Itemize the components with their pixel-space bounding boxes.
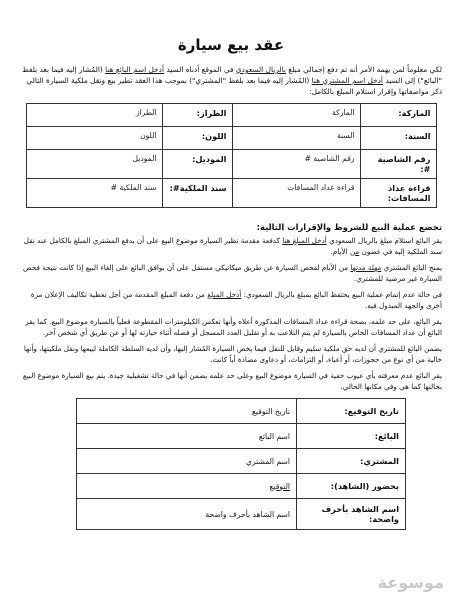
year-label: السنة: (360, 127, 436, 150)
signature-row (77, 474, 406, 499)
witness-name-field[interactable]: اسم الشاهد بأحرف واضحة (77, 499, 297, 530)
spec-row (26, 104, 436, 127)
signature-row (77, 449, 406, 474)
chassis-label: رقم الشاصية #: (360, 150, 436, 179)
term2-text-a: يمنح البائع المشتري (383, 263, 442, 272)
registration-label: سند الملكية#: (162, 179, 232, 208)
signature-row (77, 499, 406, 530)
buyer-field[interactable]: اسم المشتري (77, 449, 297, 474)
seller-label: البائع: (297, 424, 406, 449)
amount-placeholder[interactable]: بالريال السعودي (235, 65, 286, 74)
term-paragraph-4: يقر البائع، على حد علمه، بصحة قراءة عداد المسافات المذكورة أعلاه وأنها تعكس الكيلومترات المقطوعة فعلياً بالسيارة موضوع البيع. كما يقر البائع أن عداد المسافات الخاص بالسيارة لم يتم التلاعب به أو تقليل العدد المسجل أو فصله أثناء حيازته لها أو عن طريق أي شخص آخر. (25, 317, 442, 337)
buyer-name-placeholder[interactable]: أدخل اسم المشتري هنا (311, 76, 383, 85)
term1-text-b: كدفعة مقدمة نظير السيارة موضوع البيع على أن يدفع المشتري المبلغ بالكامل عند نقل سند الملكية إليه في غضون (23, 236, 442, 256)
chassis-field[interactable]: رقم الشاصية # (232, 150, 360, 179)
document-title: عقد بيع سيارة (177, 36, 285, 54)
deposit-amount-placeholder[interactable]: أدخل المبلغ هنا (282, 236, 327, 245)
odometer-label: قراءة عداد المسافات: (360, 179, 436, 208)
term1-text-a: يقر البائع استلام مبلغ بالريال السعودي (329, 236, 442, 245)
type-label: الموديل: (162, 150, 232, 179)
signature-date-label: تاريخ التوقيع: (297, 399, 406, 424)
odometer-field[interactable]: قراءة عداد المسافات (232, 179, 360, 208)
spec-row (26, 179, 436, 208)
watermark-logo: موسوعة (377, 573, 444, 592)
term-paragraph-6: يقر البائع عدم معرفته بأي عيوب خفية في السيارة موضوع البيع وعلى حد علمه يضمن أنها في حالة تشغيلية جيدة. يتم بيع السيارة موضوع البيع بحالتها كما هي وفي مكانها الحالي. (22, 371, 442, 391)
intro-paragraph (20, 64, 442, 97)
terms-title: تخضع عملية البيع للشروط والإقرارات التالية: (256, 222, 442, 232)
registration-field[interactable]: سند الملكية # (26, 179, 162, 208)
make-field[interactable]: الماركة (232, 104, 360, 127)
term-paragraph-5: يضمن البائع للمشتري أن لديه حق ملكية سليم وقابل للنقل فيما يخص السيارة المُشار إليها، وأن لديه السلطة الكاملة لبيعها ونقل ملكيتها، وأنها خالية من أي نوع من حجوزات، أو أعباء، أو التزامات، أو دعاوى مضادة أياً كانت. (23, 344, 442, 364)
signature-row (77, 424, 406, 449)
type-field[interactable]: الموديل (26, 150, 162, 179)
color-field[interactable]: اللون (26, 127, 162, 150)
signature-date-field[interactable]: تاريخ التوقيع (77, 399, 297, 424)
witness-name-label: اسم الشاهد بأحرف واضحة: (297, 499, 406, 530)
model-field[interactable]: الطراز (26, 104, 162, 127)
term3-text-a: في حالة عدم إتمام عملية البيع يحتفظ البائع بمبلغ بالريال السعودي: (243, 290, 442, 299)
seller-field[interactable]: اسم البائع (77, 424, 297, 449)
retained-amount-placeholder[interactable]: أدخل المبلغ (207, 290, 242, 299)
term-paragraph-3 (20, 290, 442, 311)
witness-label: بحضور (الشاهد): (297, 474, 406, 499)
color-label: اللون: (162, 127, 232, 150)
term1-text-c: الأيام. (330, 246, 348, 256)
buyer-label: المشتري: (297, 449, 406, 474)
term2-text-b: من الأيام لفحص السيارة عن طريق ميكانيكي مستقل على أن يوافق البائع على إلغاء البيع إذا كانت نتيجة فحص السيارة غير مرضية للمشتري. (23, 263, 442, 283)
intro-text-3: (المُشار إليه فيما بعد بلفظ "البائع") إلى السيد (21, 65, 442, 85)
signature-row (77, 399, 406, 424)
term-paragraph-2 (20, 263, 442, 284)
make-label: الماركة: (360, 104, 436, 127)
year-field[interactable]: السنة (232, 127, 360, 150)
intro-text-1: لكي معلوماً لمن يهمه الأمر أنه تم دفع إجمالي مبلغ (288, 65, 442, 74)
vehicle-spec-table (26, 103, 437, 208)
intro-text-2: في الموقع أدناه السيد (166, 65, 234, 74)
contract-document (14, 10, 448, 530)
signature-table (76, 398, 406, 530)
model-label: الطراز: (162, 104, 232, 127)
term-paragraph-1 (20, 236, 442, 257)
inspection-period-placeholder[interactable]: مهلة مدتها (350, 263, 382, 272)
spec-row (26, 127, 436, 150)
spec-row (26, 150, 436, 179)
witness-signature-field[interactable]: التوقيع (77, 474, 297, 499)
term3-text-b: من دفعة المبلغ المقدمة من أجل تغطية تكاليف الإعلان مرة أخرى والجهد المبذول فيه. (30, 290, 442, 310)
intro-text-4: (المُشار إليه فيما بعد بلفظ "المشتري") بموجب هذا العقد تطير بيع ونقل ملكية السيارة التالي ذكر مواصفاتها وإقرار استلام المبلغ بالكامل: (26, 76, 442, 96)
days-placeholder[interactable]: من (349, 246, 360, 256)
seller-name-placeholder[interactable]: أدخل اسم البائع هنا (105, 65, 165, 74)
